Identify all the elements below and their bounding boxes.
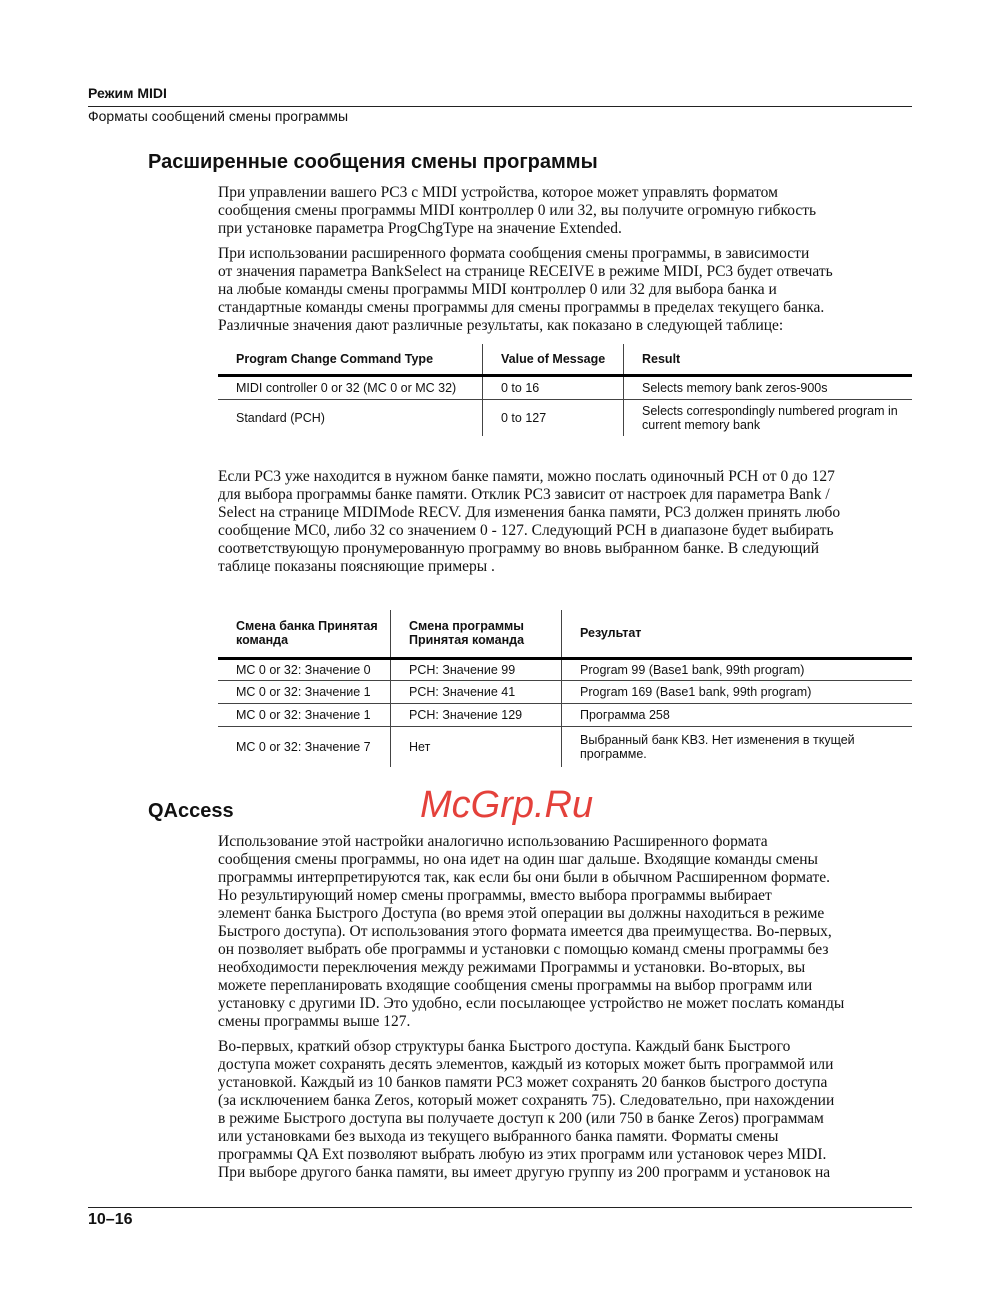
text-line: Select на странице MIDIMode RECV. Для изменения банка памяти, PC3 должен принять любо: [218, 504, 841, 521]
table-cell: Программа 258: [562, 703, 913, 726]
table-row: [218, 726, 912, 767]
table-cell: MC 0 or 32: Значение 1: [218, 703, 391, 726]
table-cell: Program 169 (Base1 bank, 99th program): [562, 680, 913, 703]
footer-rule: [88, 1207, 912, 1208]
table-cell: PCH: Значение 99: [391, 658, 562, 680]
table-cell: Selects correspondingly numbered program in current memory bank: [624, 399, 913, 436]
table-row: [218, 658, 912, 680]
paragraph: [218, 833, 918, 1031]
header-rule: [88, 106, 912, 107]
text-line: или установками без выхода из текущего выбранного банка памяти. Форматы смены: [218, 1128, 779, 1145]
text-line: сообщения смены программы MIDI контроллер 0 или 32, вы получите огромную гибкость: [218, 202, 817, 219]
table-row: [218, 375, 912, 399]
bank-change-examples-table: [218, 610, 912, 767]
program-change-table: [218, 344, 912, 436]
table-cell: Выбранный банк KB3. Нет изменения в ткущей программе.: [562, 726, 913, 767]
text-line: программы QA Ext позволяют выбрать любую из этих программ или установок через MIDI.: [218, 1146, 827, 1163]
text-line: При управлении вашего PC3 с MIDI устройства, которое может управлять форматом: [218, 184, 778, 201]
table-cell: 0 to 127: [483, 399, 624, 436]
text-line: Использование этой настройки аналогично использованию Расширенного формата: [218, 833, 768, 850]
table-cell: MC 0 or 32: Значение 0: [236, 662, 371, 677]
column-header: Смена банка Принятая команда: [218, 610, 391, 658]
paragraph: [218, 184, 918, 238]
text-line: он позволяет выбрать обе программы и установки с помощью команд смены программы без: [218, 941, 829, 958]
paragraph: [218, 468, 918, 576]
table-cell: Нет: [391, 726, 562, 767]
table-cell: 0 to 16: [483, 375, 624, 399]
table-cell: Selects memory bank zeros-900s: [624, 375, 913, 399]
paragraph: [218, 245, 918, 335]
text-line: (за исключением банка Zeros, который может сохранять 75). Следовательно, при нахождении: [218, 1092, 835, 1109]
text-line: от значения параметра BankSelect на странице RECEIVE в режиме MIDI, PC3 будет отвечать: [218, 263, 833, 280]
text-line: соответствующую пронумерованную программу во вновь выбранном банке. В следующий: [218, 540, 820, 557]
text-line: Если PC3 уже находится в нужном банке памяти, можно послать одиночный PCH от 0 до 127: [218, 468, 835, 485]
text-line: можете перепланировать входящие сообщения смены программы на выбор программ или: [218, 977, 813, 994]
text-line: необходимости переключения между режимами Программы и установки. Во-вторых, вы: [218, 959, 806, 976]
column-header: Result: [624, 344, 913, 375]
running-header-section: Режим MIDI: [88, 85, 167, 101]
text-line: Быстрого доступа). От использования этого формата имеется два преимущества. Во-первых,: [218, 923, 832, 940]
text-line: Но результирующий номер смены программы, вместо выбора программы выбирает: [218, 887, 772, 904]
text-line: на любые команды смены программы MIDI контроллер 0 или 32 для выбора банка и: [218, 281, 777, 298]
page-number: 10–16: [88, 1211, 133, 1228]
table-cell: MC 0 or 32: Значение 7: [218, 726, 391, 767]
table-cell: Program 99 (Base1 bank, 99th program): [562, 658, 913, 680]
table-row: [218, 680, 912, 703]
text-line: Во-первых, краткий обзор структуры банка Быстрого доступа. Каждый банк Быстрого: [218, 1038, 791, 1055]
running-header-subsection: Форматы сообщений смены программы: [88, 108, 349, 124]
table-cell: Standard (PCH): [218, 399, 483, 436]
text-line: таблице показаны поясняющие примеры .: [218, 558, 495, 575]
text-line: смены программы выше 127.: [218, 1013, 411, 1030]
table-cell: MIDI controller 0 or 32 (MC 0 or MC 32): [236, 380, 457, 395]
column-header: Смена программы Принятая команда: [391, 610, 562, 658]
text-line: сообщение MC0, либо 32 со значением 0 - 127. Следующий PCH в диапазоне будет выбирать: [218, 522, 834, 539]
text-line: программы интерпретируются так, как если бы они были в обычном Расширенном формате.: [218, 869, 831, 886]
text-line: доступа может сохранять десять элементов, каждый из которых может быть программой или: [218, 1056, 834, 1073]
text-line: установку с другими ID. Это удобно, если посылающее устройство не может послать команды: [218, 995, 845, 1012]
table-cell: MC 0 or 32: Значение 1: [218, 680, 391, 703]
text-line: элемент банка Быстрого Доступа (во время этой операции вы должны находиться в режиме: [218, 905, 825, 922]
text-line: при установке параметра ProgChgType на значение Extended.: [218, 220, 622, 237]
section-heading-qaccess: QAccess: [148, 800, 234, 822]
text-line: При использовании расширенного формата сообщения смены программы, в зависимости: [218, 245, 810, 262]
column-header: Value of Message: [483, 344, 624, 375]
table-row: [218, 399, 912, 436]
column-header: Program Change Command Type: [218, 344, 483, 375]
text-line: для выбора программы банке памяти. Отклик PC3 зависит от настроек для параметра Bank /: [218, 486, 830, 503]
table-cell: PCH: Значение 41: [391, 680, 562, 703]
column-header: Результат: [562, 610, 913, 658]
watermark: McGrp.Ru: [420, 784, 594, 826]
text-line: Различные значения дают различные результаты, как показано в следующей таблице:: [218, 317, 784, 334]
text-line: стандартные команды смены программы для смены программы в пределах текущего банка.: [218, 299, 825, 316]
text-line: установкой. Каждый из 10 банков памяти PC3 может сохранять 20 банков быстрого доступа: [218, 1074, 828, 1091]
text-line: сообщения смены программы, но она идет на один шаг дальше. Входящие команды смены: [218, 851, 818, 868]
table-row: [218, 703, 912, 726]
paragraph: [218, 1038, 918, 1182]
table-cell: PCH: Значение 129: [391, 703, 562, 726]
section-heading-extended: Расширенные сообщения смены программы: [148, 151, 598, 173]
text-line: в режиме Быстрого доступа вы получаете доступ к 200 (или 750 в банке Zeros) программам: [218, 1110, 824, 1127]
text-line: При выборе другого банка памяти, вы имеет другую группу из 200 программ и установок на: [218, 1164, 831, 1181]
